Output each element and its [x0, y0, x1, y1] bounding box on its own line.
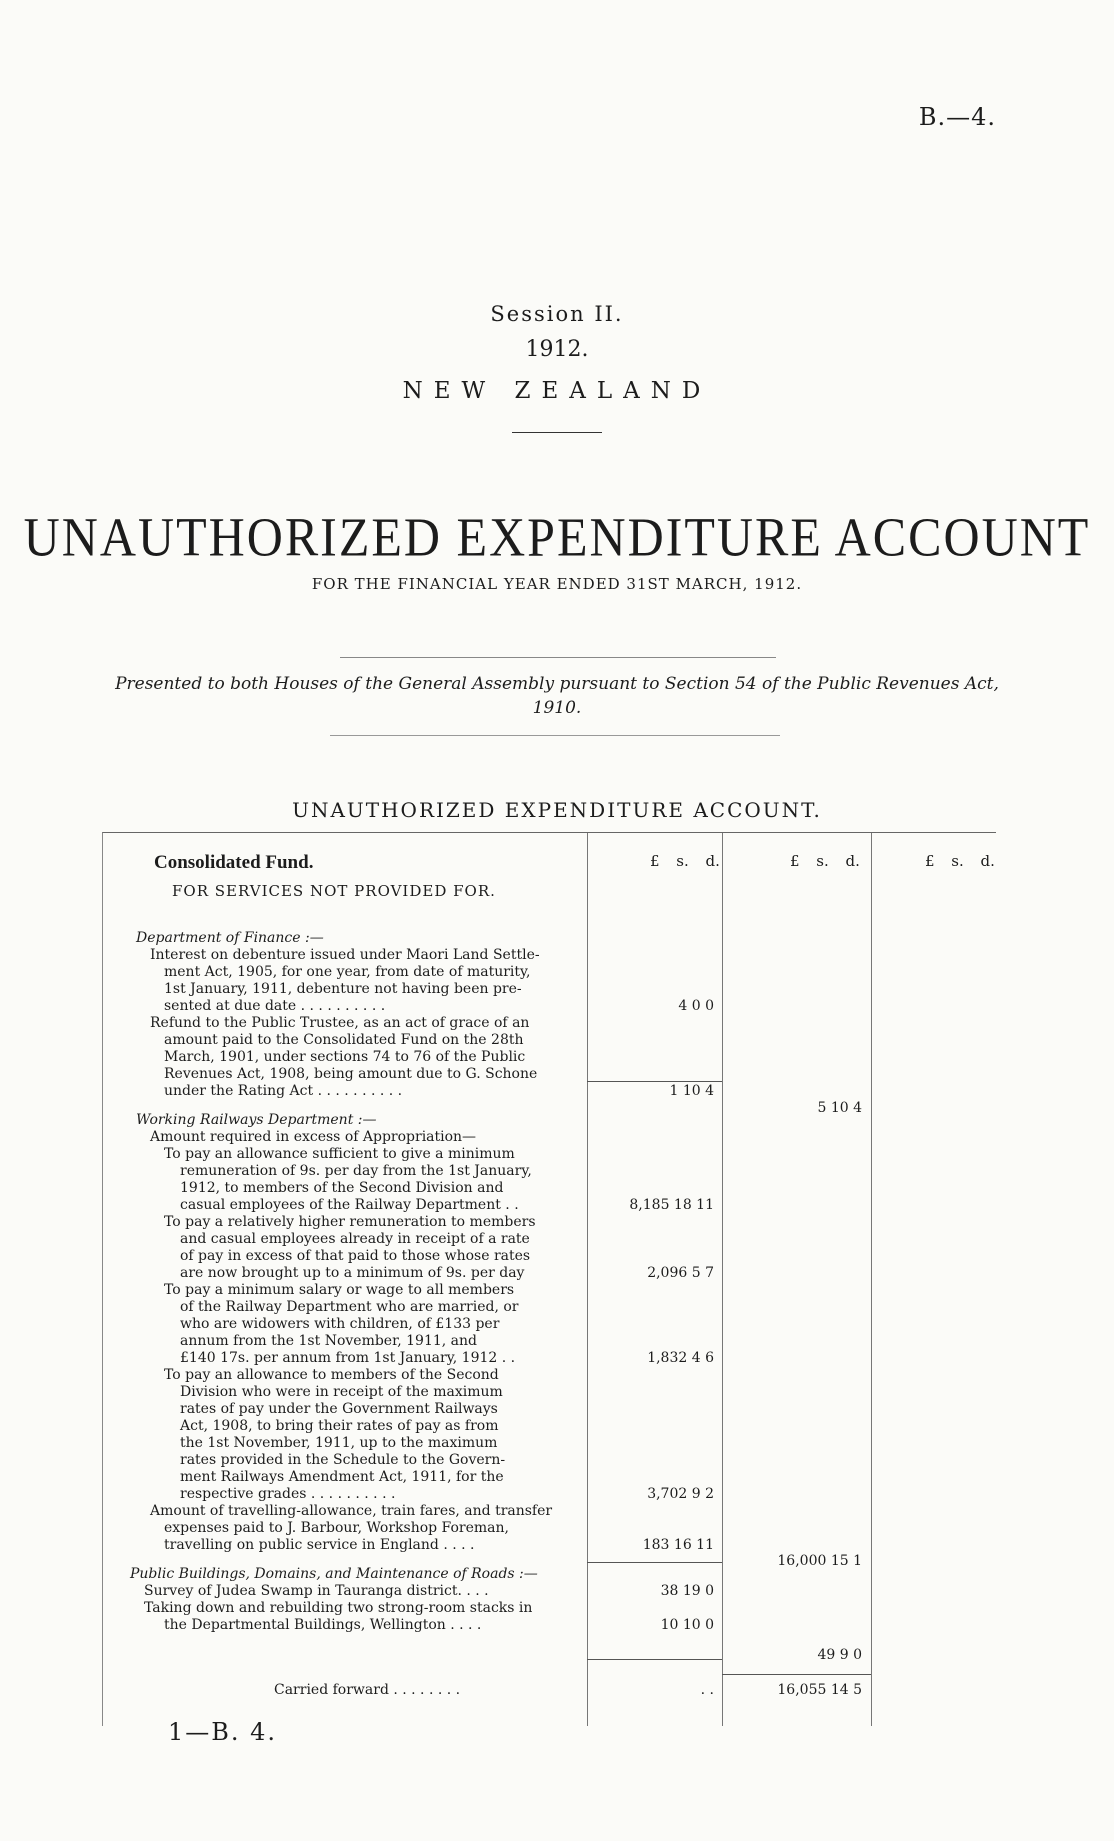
page-title: UNAUTHORIZED EXPENDITURE ACCOUNT: [23, 506, 1091, 568]
table-line: Interest on debenture issued under Maori Land Settle-: [150, 947, 540, 963]
country-label: NEW ZEALAND: [402, 378, 712, 404]
amount: 1 10 4: [669, 1083, 714, 1099]
table-line: To pay a relatively higher remuneration to members: [164, 1214, 536, 1230]
table-line: sented at due date . . . . . . . . . .: [164, 998, 386, 1014]
divider: [340, 657, 776, 658]
section-heading: Department of Finance :—: [136, 930, 324, 946]
total-rule: [722, 1674, 871, 1675]
table-line: amount paid to the Consolidated Fund on the 28th: [164, 1032, 524, 1048]
table-line: expenses paid to J. Barbour, Workshop Foreman,: [164, 1520, 509, 1536]
table-line: Taking down and rebuilding two strong-room stacks in: [144, 1600, 533, 1616]
table-line: Survey of Judea Swamp in Tauranga district. . . .: [144, 1583, 489, 1599]
subtotal-amount: 16,000 15 1: [777, 1553, 862, 1569]
table-line: annum from the 1st November, 1911, and: [180, 1333, 478, 1349]
table-line: Amount required in excess of Appropriation—: [150, 1129, 477, 1145]
carried-forward-amount: 16,055 14 5: [777, 1682, 862, 1698]
document-reference: B.—4.: [918, 103, 996, 131]
amount: 2,096 5 7: [647, 1265, 714, 1281]
divider: [512, 432, 602, 433]
table-line: travelling on public service in England . . . .: [164, 1537, 475, 1553]
page-subtitle: FOR THE FINANCIAL YEAR ENDED 31ST MARCH, 1912.: [311, 575, 803, 593]
page-footer: 1—B. 4.: [168, 1718, 278, 1746]
table-line: of the Railway Department who are married, or: [180, 1299, 519, 1315]
table-line: March, 1901, under sections 74 to 76 of the Public: [164, 1049, 526, 1065]
presented-note: Presented to both Houses of the General Assembly pursuant to Section 54 of the Public Revenues Act, 1910.: [115, 674, 999, 718]
table-line: ment Railways Amendment Act, 1911, for the: [180, 1469, 504, 1485]
table-line: the Departmental Buildings, Wellington . . . .: [164, 1617, 482, 1633]
table-line: To pay a minimum salary or wage to all members: [164, 1282, 515, 1298]
column-header: £ s. d.: [650, 852, 720, 870]
table-line: the 1st November, 1911, up to the maximum: [180, 1435, 498, 1451]
account-heading: UNAUTHORIZED EXPENDITURE ACCOUNT.: [292, 798, 822, 822]
subtotal-amount: 49 9 0: [817, 1647, 862, 1663]
amount: 3,702 9 2: [647, 1486, 714, 1502]
table-line: £140 17s. per annum from 1st January, 1912 . .: [180, 1350, 516, 1366]
table-line: rates of pay under the Government Railways: [180, 1401, 498, 1417]
table-line: Amount of travelling-allowance, train fares, and transfer: [150, 1503, 553, 1519]
table-line: To pay an allowance sufficient to give a minimum: [164, 1146, 515, 1162]
section-heading: Working Railways Department :—: [136, 1112, 377, 1128]
table-line: ment Act, 1905, for one year, from date of maturity,: [164, 964, 531, 980]
table-line: To pay an allowance to members of the Second: [164, 1367, 499, 1383]
fund-title: Consolidated Fund.: [154, 852, 314, 873]
services-heading: FOR SERVICES NOT PROVIDED FOR.: [172, 882, 496, 900]
table-line: 1912, to members of the Second Division and: [180, 1180, 504, 1196]
table-line: Refund to the Public Trustee, as an act of grace of an: [150, 1015, 530, 1031]
column-rule: [871, 833, 872, 1726]
amount: 183 16 11: [642, 1537, 714, 1553]
amount: 8,185 18 11: [629, 1197, 714, 1213]
carried-forward-label: Carried forward . . . . . . . .: [274, 1682, 461, 1698]
table-line: rates provided in the Schedule to the Govern-: [180, 1452, 506, 1468]
divider: [330, 735, 780, 736]
column-header: £ s. d.: [925, 852, 995, 870]
table-line: casual employees of the Railway Department . .: [180, 1197, 519, 1213]
subtotal-rule: [587, 1562, 722, 1563]
amount: 4 0 0: [678, 998, 714, 1014]
table-line: of pay in excess of that paid to those whose rates: [180, 1248, 531, 1264]
column-rule: [587, 833, 588, 1726]
table-line: remuneration of 9s. per day from the 1st January,: [180, 1163, 532, 1179]
amount: 1,832 4 6: [647, 1350, 714, 1366]
table-line: who are widowers with children, of £133 per: [180, 1316, 500, 1332]
table-line: Division who were in receipt of the maximum: [180, 1384, 503, 1400]
table-line: Act, 1908, to bring their rates of pay as from: [180, 1418, 499, 1434]
subtotal-amount: 5 10 4: [817, 1100, 862, 1116]
column-header: £ s. d.: [790, 852, 860, 870]
table-line: under the Rating Act . . . . . . . . . .: [164, 1083, 403, 1099]
year-label: 1912.: [525, 337, 589, 362]
subtotal-rule: [587, 1081, 722, 1082]
table-line: respective grades . . . . . . . . . .: [180, 1486, 396, 1502]
table-line: 1st January, 1911, debenture not having been pre-: [164, 981, 522, 997]
carried-forward-dots: . .: [700, 1682, 714, 1698]
table-line: are now brought up to a minimum of 9s. per day: [180, 1265, 525, 1281]
amount: 38 19 0: [660, 1583, 714, 1599]
subtotal-rule: [587, 1659, 722, 1660]
column-rule: [722, 833, 723, 1726]
table-line: Revenues Act, 1908, being amount due to G. Schone: [164, 1066, 538, 1082]
table-line: and casual employees already in receipt of a rate: [180, 1231, 530, 1247]
section-heading: Public Buildings, Domains, and Maintenance of Roads :—: [130, 1566, 538, 1582]
session-label: Session II.: [490, 302, 624, 326]
amount: 10 10 0: [660, 1617, 714, 1633]
